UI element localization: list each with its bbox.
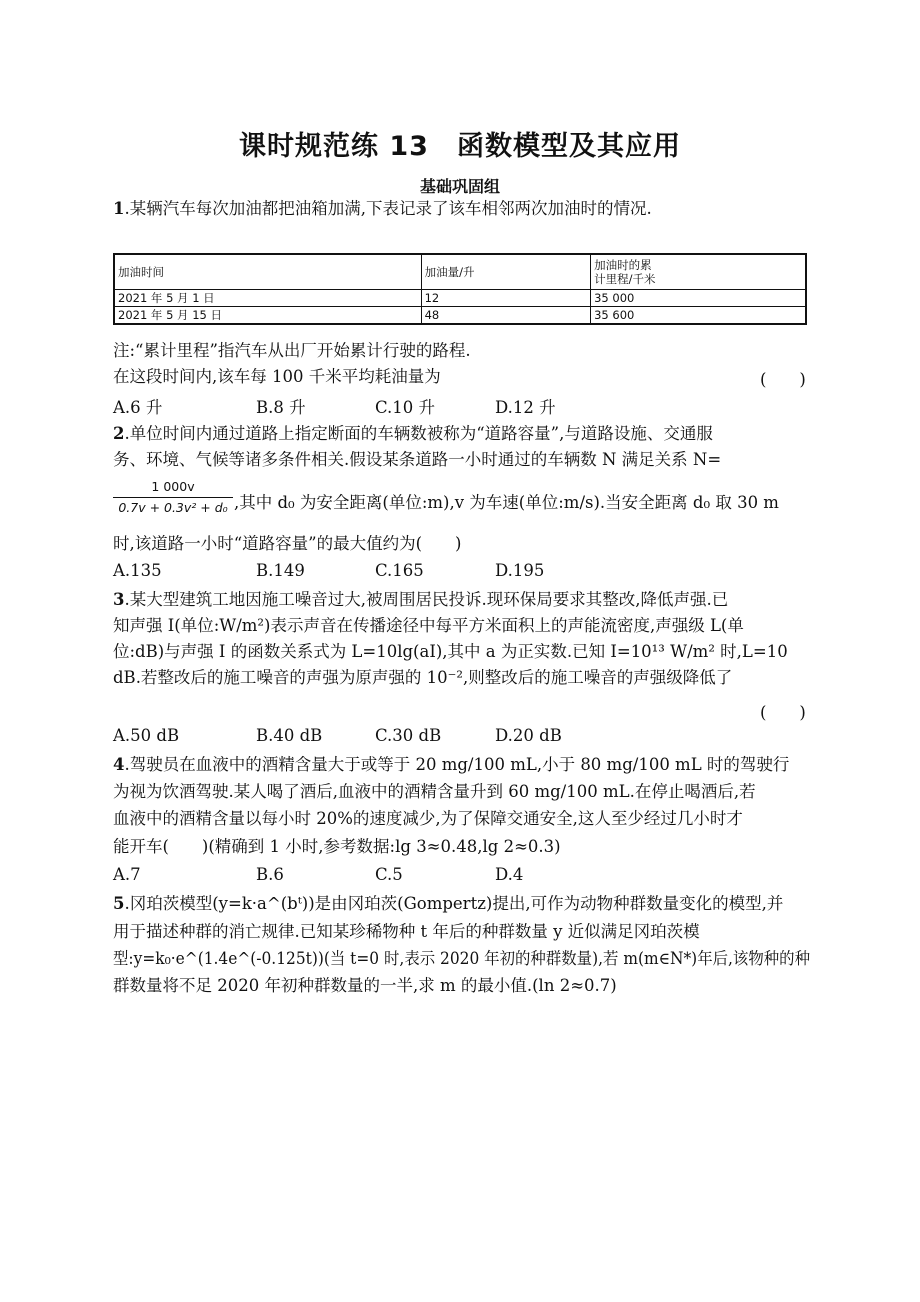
- q4-line3: 血液中的酒精含量以每小时 20%的速度减少,为了保障交通安全,这人至少经过几小时才: [113, 809, 743, 828]
- q2-option-c: C.165: [375, 561, 424, 580]
- q3-option-d: D.20 dB: [495, 726, 562, 745]
- answer-paren: ( ): [760, 370, 806, 389]
- q1-ask: 在这段时间内,该车每 100 千米平均耗油量为: [113, 367, 441, 386]
- q4-option-a: A.7: [113, 865, 141, 884]
- q3-option-a: A.50 dB: [113, 726, 180, 745]
- table-row: [114, 307, 806, 325]
- table-cell: 2021 年 5 月 1 日: [114, 290, 421, 307]
- q1-option-c: C.10 升: [375, 398, 436, 417]
- table-cell: 48: [421, 307, 591, 325]
- q1-note: 注:“累计里程”指汽车从出厂开始累计行驶的路程.: [113, 341, 471, 360]
- fraction-bar: [113, 497, 233, 498]
- q4-line4: 能开车( )(精确到 1 小时,参考数据:lg 3≈0.48,lg 2≈0.3): [113, 837, 561, 856]
- q3-line2: 知声强 I(单位:W/m²)表示声音在传播途径中每平方米面积上的声能流密度,声强级 L(单: [113, 616, 744, 635]
- q2-line3: ,其中 d₀ 为安全距离(单位:m),v 为车速(单位:m/s).当安全距离 d₀ 取 30 m: [234, 493, 779, 512]
- q2-line2: 务、环境、气候等诸多条件相关.假设某条道路一小时通过的车辆数 N 满足关系 N=: [113, 450, 722, 469]
- q2-option-d: D.195: [495, 561, 545, 580]
- section-heading: 基础巩固组: [419, 177, 500, 196]
- table-header-row: [114, 254, 806, 290]
- q1-stem-text: .某辆汽车每次加油都把油箱加满,下表记录了该车相邻两次加油时的情况.: [124, 199, 652, 218]
- q3-line1: [113, 589, 728, 611]
- q3-line3: 位:dB)与声强 I 的函数关系式为 L=10lg(aI),其中 a 为正实数.已知 I=10¹³ W/m² 时,L=10: [113, 642, 788, 661]
- table-header-cell: 加油量/升: [421, 254, 591, 290]
- q4-option-d: D.4: [495, 865, 524, 884]
- fraction-numerator: 1 000v: [151, 479, 195, 494]
- q2-line4: 时,该道路一小时“道路容量”的最大值约为( ): [113, 534, 462, 553]
- table-cell: 35 000: [591, 290, 806, 307]
- q2-line1-text: .单位时间内通过道路上指定断面的车辆数被称为“道路容量”,与道路设施、交通服: [124, 424, 713, 443]
- fraction-denominator: 0.7v + 0.3v² + d₀: [118, 500, 228, 515]
- table-header-cell: 加油时间: [114, 254, 421, 290]
- q1-option-b: B.8 升: [256, 398, 306, 417]
- capacity-fraction: [113, 478, 233, 517]
- q1-option-d: D.12 升: [495, 398, 556, 417]
- q2-number: 2: [113, 424, 125, 443]
- q2-line1: [113, 423, 713, 445]
- q1-option-a: A.6 升: [113, 398, 163, 417]
- q4-line1: [113, 754, 789, 776]
- q3-number: 3: [113, 590, 125, 609]
- q1-stem: [113, 198, 652, 220]
- q5-line1: [113, 893, 783, 915]
- q2-option-a: A.135: [113, 561, 162, 580]
- table-header-cell: 加油时的累 计里程/千米: [591, 254, 806, 290]
- q5-line1-text: .冈珀茨模型(y=k·a^(bᵗ))是由冈珀茨(Gompertz)提出,可作为动物种群数量变化的模型,并: [124, 894, 784, 913]
- q5-line2: 用于描述种群的消亡规律.已知某珍稀物种 t 年后的种群数量 y 近似满足冈珀茨模: [113, 922, 700, 941]
- q4-line1-text: .驾驶员在血液中的酒精含量大于或等于 20 mg/100 mL,小于 80 mg/100 mL 时的驾驶行: [124, 755, 790, 774]
- q3-line4: dB.若整改后的施工噪音的声强为原声强的 10⁻²,则整改后的施工噪音的声强级降低了: [113, 668, 733, 687]
- q4-option-b: B.6: [256, 865, 284, 884]
- q4-line2: 为视为饮酒驾驶.某人喝了酒后,血液中的酒精含量升到 60 mg/100 mL.在停止喝酒后,若: [113, 782, 756, 801]
- q4-number: 4: [113, 755, 125, 774]
- q5-number: 5: [113, 894, 125, 913]
- q3-option-c: C.30 dB: [375, 726, 442, 745]
- q2-option-b: B.149: [256, 561, 305, 580]
- q3-line1-text: .某大型建筑工地因施工噪音过大,被周围居民投诉.现环保局要求其整改,降低声强.已: [124, 590, 729, 609]
- page-title: 课时规范练 13 函数模型及其应用: [239, 131, 681, 162]
- table-row: [114, 290, 806, 307]
- q5-line4: 群数量将不足 2020 年初种群数量的一半,求 m 的最小值.(ln 2≈0.7): [113, 976, 617, 995]
- q4-option-c: C.5: [375, 865, 403, 884]
- q1-number: 1: [113, 199, 125, 218]
- table-cell: 35 600: [591, 307, 806, 325]
- table-cell: 12: [421, 290, 591, 307]
- q5-line3: 型:y=k₀·e^(1.4e^(-0.125t))(当 t=0 时,表示 2020 年初的种群数量),若 m(m∈N*)年后,该物种的种: [113, 949, 811, 968]
- table-cell: 2021 年 5 月 15 日: [114, 307, 421, 325]
- refuel-table: [113, 253, 807, 325]
- answer-paren: ( ): [760, 703, 806, 722]
- q3-option-b: B.40 dB: [256, 726, 323, 745]
